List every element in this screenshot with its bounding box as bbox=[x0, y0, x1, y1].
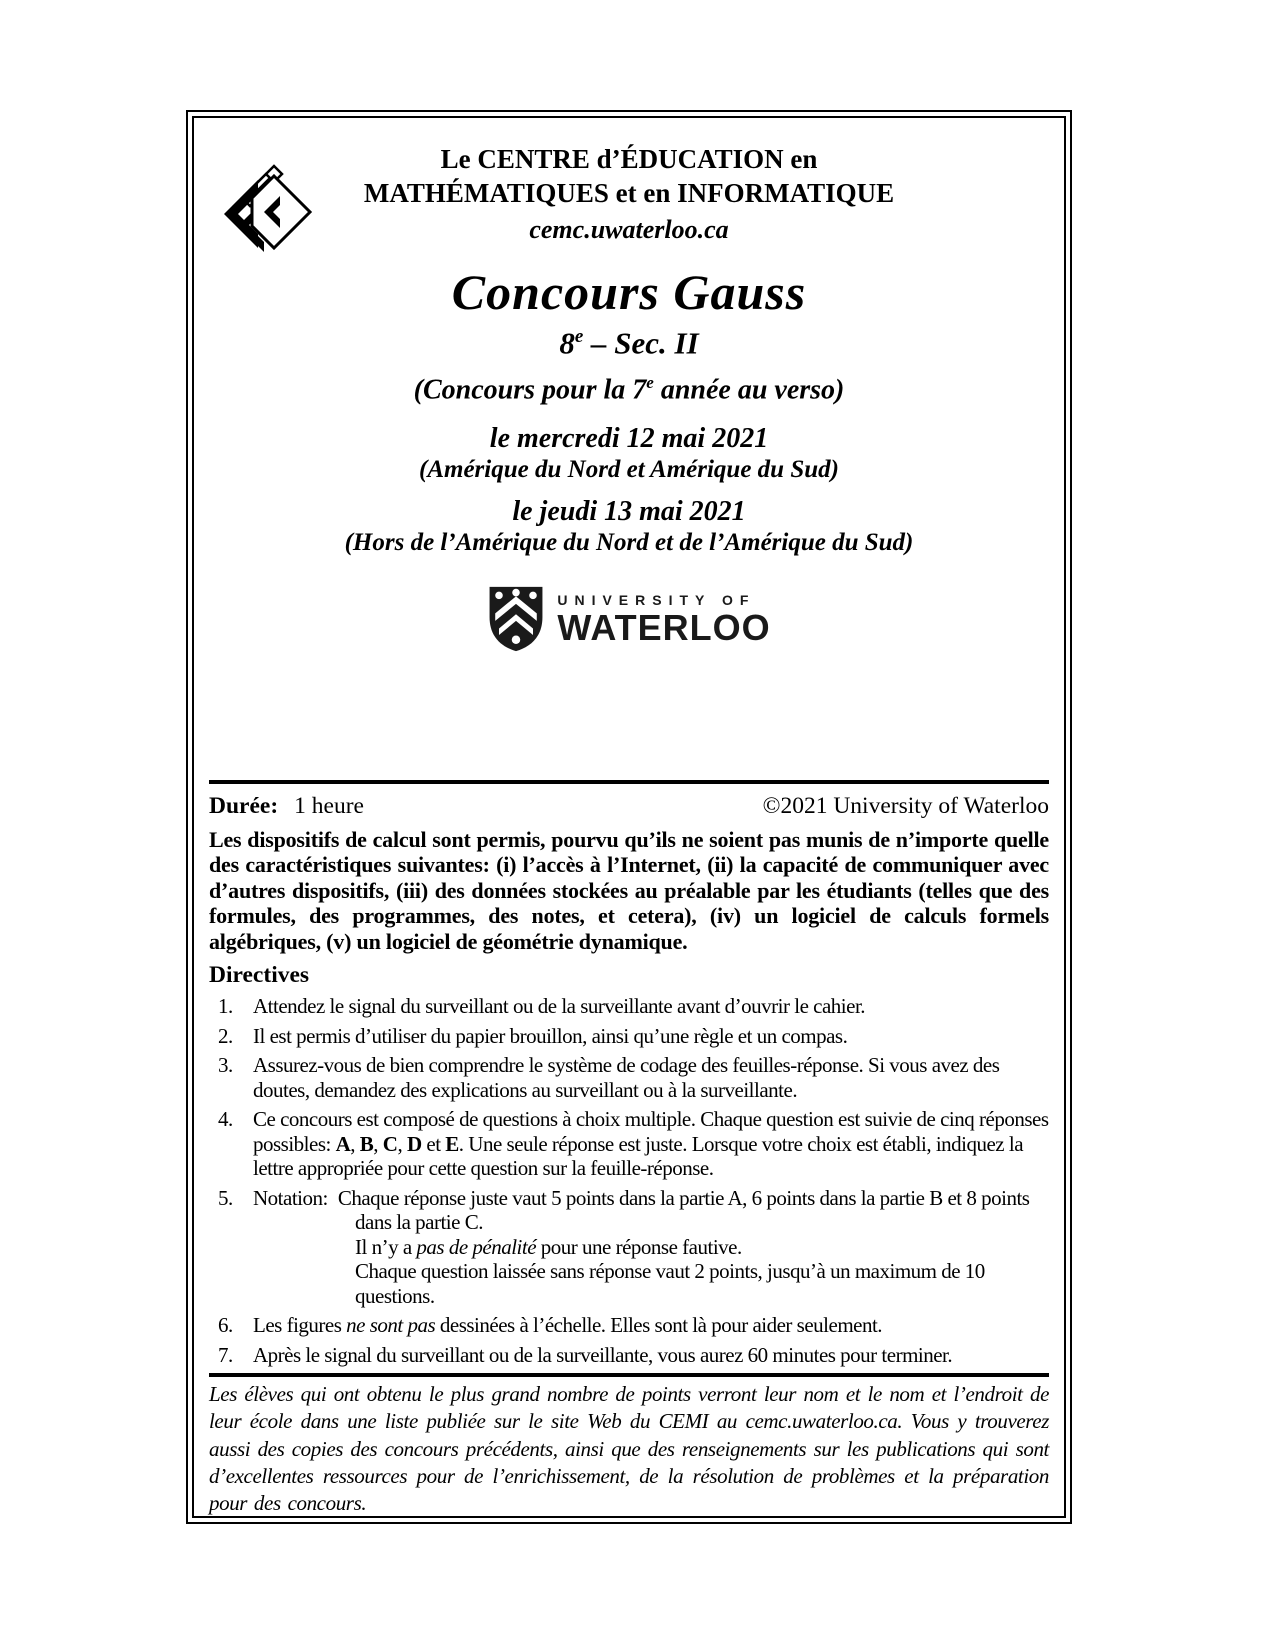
uw-logo bbox=[209, 584, 1049, 654]
notation-penalty-line: Il n’y a pas de pénalité pour une réponse fautive. bbox=[355, 1234, 742, 1259]
document-frame-inner bbox=[192, 116, 1066, 1518]
directive-item-1 bbox=[218, 994, 1049, 1019]
directive-item-4 bbox=[218, 1107, 1049, 1181]
directive-text: Il est permis d’utiliser du papier brouillon, ainsi qu’une règle et un compas. bbox=[253, 1023, 848, 1048]
directive-number: 6. bbox=[218, 1313, 233, 1338]
notation-unanswered-line: Chaque question laissée sans réponse vaut 2 points, jusqu’à un maximum de 10 questions. bbox=[355, 1259, 985, 1308]
directive-text: Assurez-vous de bien comprendre le système de codage des feuilles-réponse. Si vous avez des doutes, demandez des explications au surveillant ou à la surveillante. bbox=[253, 1053, 1000, 1102]
directive-number: 2. bbox=[218, 1023, 233, 1048]
org-header bbox=[209, 142, 1049, 210]
uw-shield-icon bbox=[487, 585, 545, 653]
verso-note bbox=[209, 366, 1049, 407]
directive-item-7 bbox=[218, 1343, 1049, 1368]
directive-text: Les figures ne sont pas dessinées à l’échelle. Elles sont là pour aider seulement. bbox=[253, 1313, 883, 1338]
date-outside-north-america: le jeudi 13 mai 2021 bbox=[512, 495, 746, 527]
grade-suffix: – Sec. II bbox=[583, 325, 699, 361]
verso-ordinal: e bbox=[646, 373, 654, 393]
document-content bbox=[194, 142, 1064, 1518]
uw-wordmark bbox=[557, 592, 770, 646]
directive-item-5 bbox=[218, 1186, 1049, 1309]
duration-value: 1 heure bbox=[294, 792, 364, 819]
copyright-notice: ©2021 University of Waterloo bbox=[762, 792, 1049, 819]
verso-suffix: année au verso) bbox=[653, 374, 845, 406]
directive-number: 5. bbox=[218, 1185, 233, 1210]
uw-wordmark-line2: WATERLOO bbox=[557, 606, 771, 648]
uw-wordmark-line1: UNIVERSITY OF bbox=[557, 591, 756, 608]
directive-number: 7. bbox=[218, 1342, 233, 1367]
org-name-line2: MATHÉMATIQUES et en INFORMATIQUE bbox=[363, 178, 895, 208]
directives-heading: Directives bbox=[209, 962, 310, 989]
directives-list bbox=[218, 994, 1049, 1367]
date-north-america: le mercredi 12 mai 2021 bbox=[489, 422, 769, 454]
verso-prefix: (Concours pour la 7 bbox=[413, 374, 647, 406]
org-name-line1: Le CENTRE d’ÉDUCATION en bbox=[440, 144, 818, 174]
grade-number: 8 bbox=[559, 325, 575, 361]
directive-text: Ce concours est composé de questions à choix multiple. Chaque question est suivie de cinq réponses possibles: A, B, C, D et E. Une seule réponse est juste. Lorsque votre choix est établi, indiquez la lettre appropriée pour cette question sur la feuille-réponse. bbox=[253, 1107, 1049, 1181]
directive-text: Après le signal du surveillant ou de la surveillante, vous aurez 60 minutes pour terminer. bbox=[253, 1342, 953, 1367]
cemc-website: cemc.uwaterloo.ca bbox=[529, 215, 729, 244]
notation-scoring-text: Chaque réponse juste vaut 5 points dans la partie A, 6 points dans la partie B et 8 points dans la partie C. bbox=[337, 1185, 1030, 1235]
cemc-logo-icon bbox=[210, 162, 314, 262]
divider-rule-bottom bbox=[209, 1373, 1049, 1377]
notation-scoring-line bbox=[253, 1186, 1049, 1235]
grade-line bbox=[209, 318, 1049, 362]
duration-group bbox=[209, 791, 364, 821]
directive-number: 1. bbox=[218, 994, 233, 1019]
duration-row bbox=[209, 791, 1049, 821]
grade-ordinal: e bbox=[574, 326, 584, 347]
region-outside-north-america: (Hors de l’Amérique du Nord et de l’Amérique du Sud) bbox=[344, 528, 914, 556]
directive-item-2 bbox=[218, 1024, 1049, 1049]
directive-number: 3. bbox=[218, 1053, 233, 1078]
directive-item-6 bbox=[218, 1313, 1049, 1338]
calculator-policy: Les dispositifs de calcul sont permis, pourvu qu’ils ne soient pas munis de n’importe quelle des caractéristiques suivantes: (i) l’accès à l’Internet, (ii) la capacité de communiquer avec d’autres dispositifs, (iii) des données stockées au préalable par les étudiants (telles que des formules, des programmes, des notes, et cetera), (iv) un logiciel de calculs formels algébriques, (v) un logiciel de géométrie dynamique. bbox=[209, 826, 1049, 954]
divider-rule-top bbox=[209, 780, 1049, 784]
duration-label: Durée: bbox=[209, 792, 279, 819]
directive-number: 4. bbox=[218, 1107, 233, 1132]
footer-note: Les élèves qui ont obtenu le plus grand nombre de points verront leur nom et le nom et l’endroit de leur école dans une liste publiée sur le site Web du CEMI au cemc.uwaterloo.ca. Vous y trouverez aussi des copies des concours précédents, ainsi que des renseignements sur les publications qui sont d’excellentes ressources pour de l’enrichissement, de la résolution de problèmes et la préparation pour des concours. bbox=[209, 1382, 1049, 1515]
document-frame bbox=[186, 110, 1072, 1524]
directive-text: Attendez le signal du surveillant ou de la surveillante avant d’ouvrir le cahier. bbox=[253, 994, 866, 1019]
directive-item-3 bbox=[218, 1053, 1049, 1102]
directive-text-notation bbox=[253, 1186, 1049, 1309]
region-north-america: (Amérique du Nord et Amérique du Sud) bbox=[419, 455, 839, 483]
notation-label: Notation: bbox=[253, 1185, 328, 1210]
contest-title: Concours Gauss bbox=[451, 264, 807, 320]
